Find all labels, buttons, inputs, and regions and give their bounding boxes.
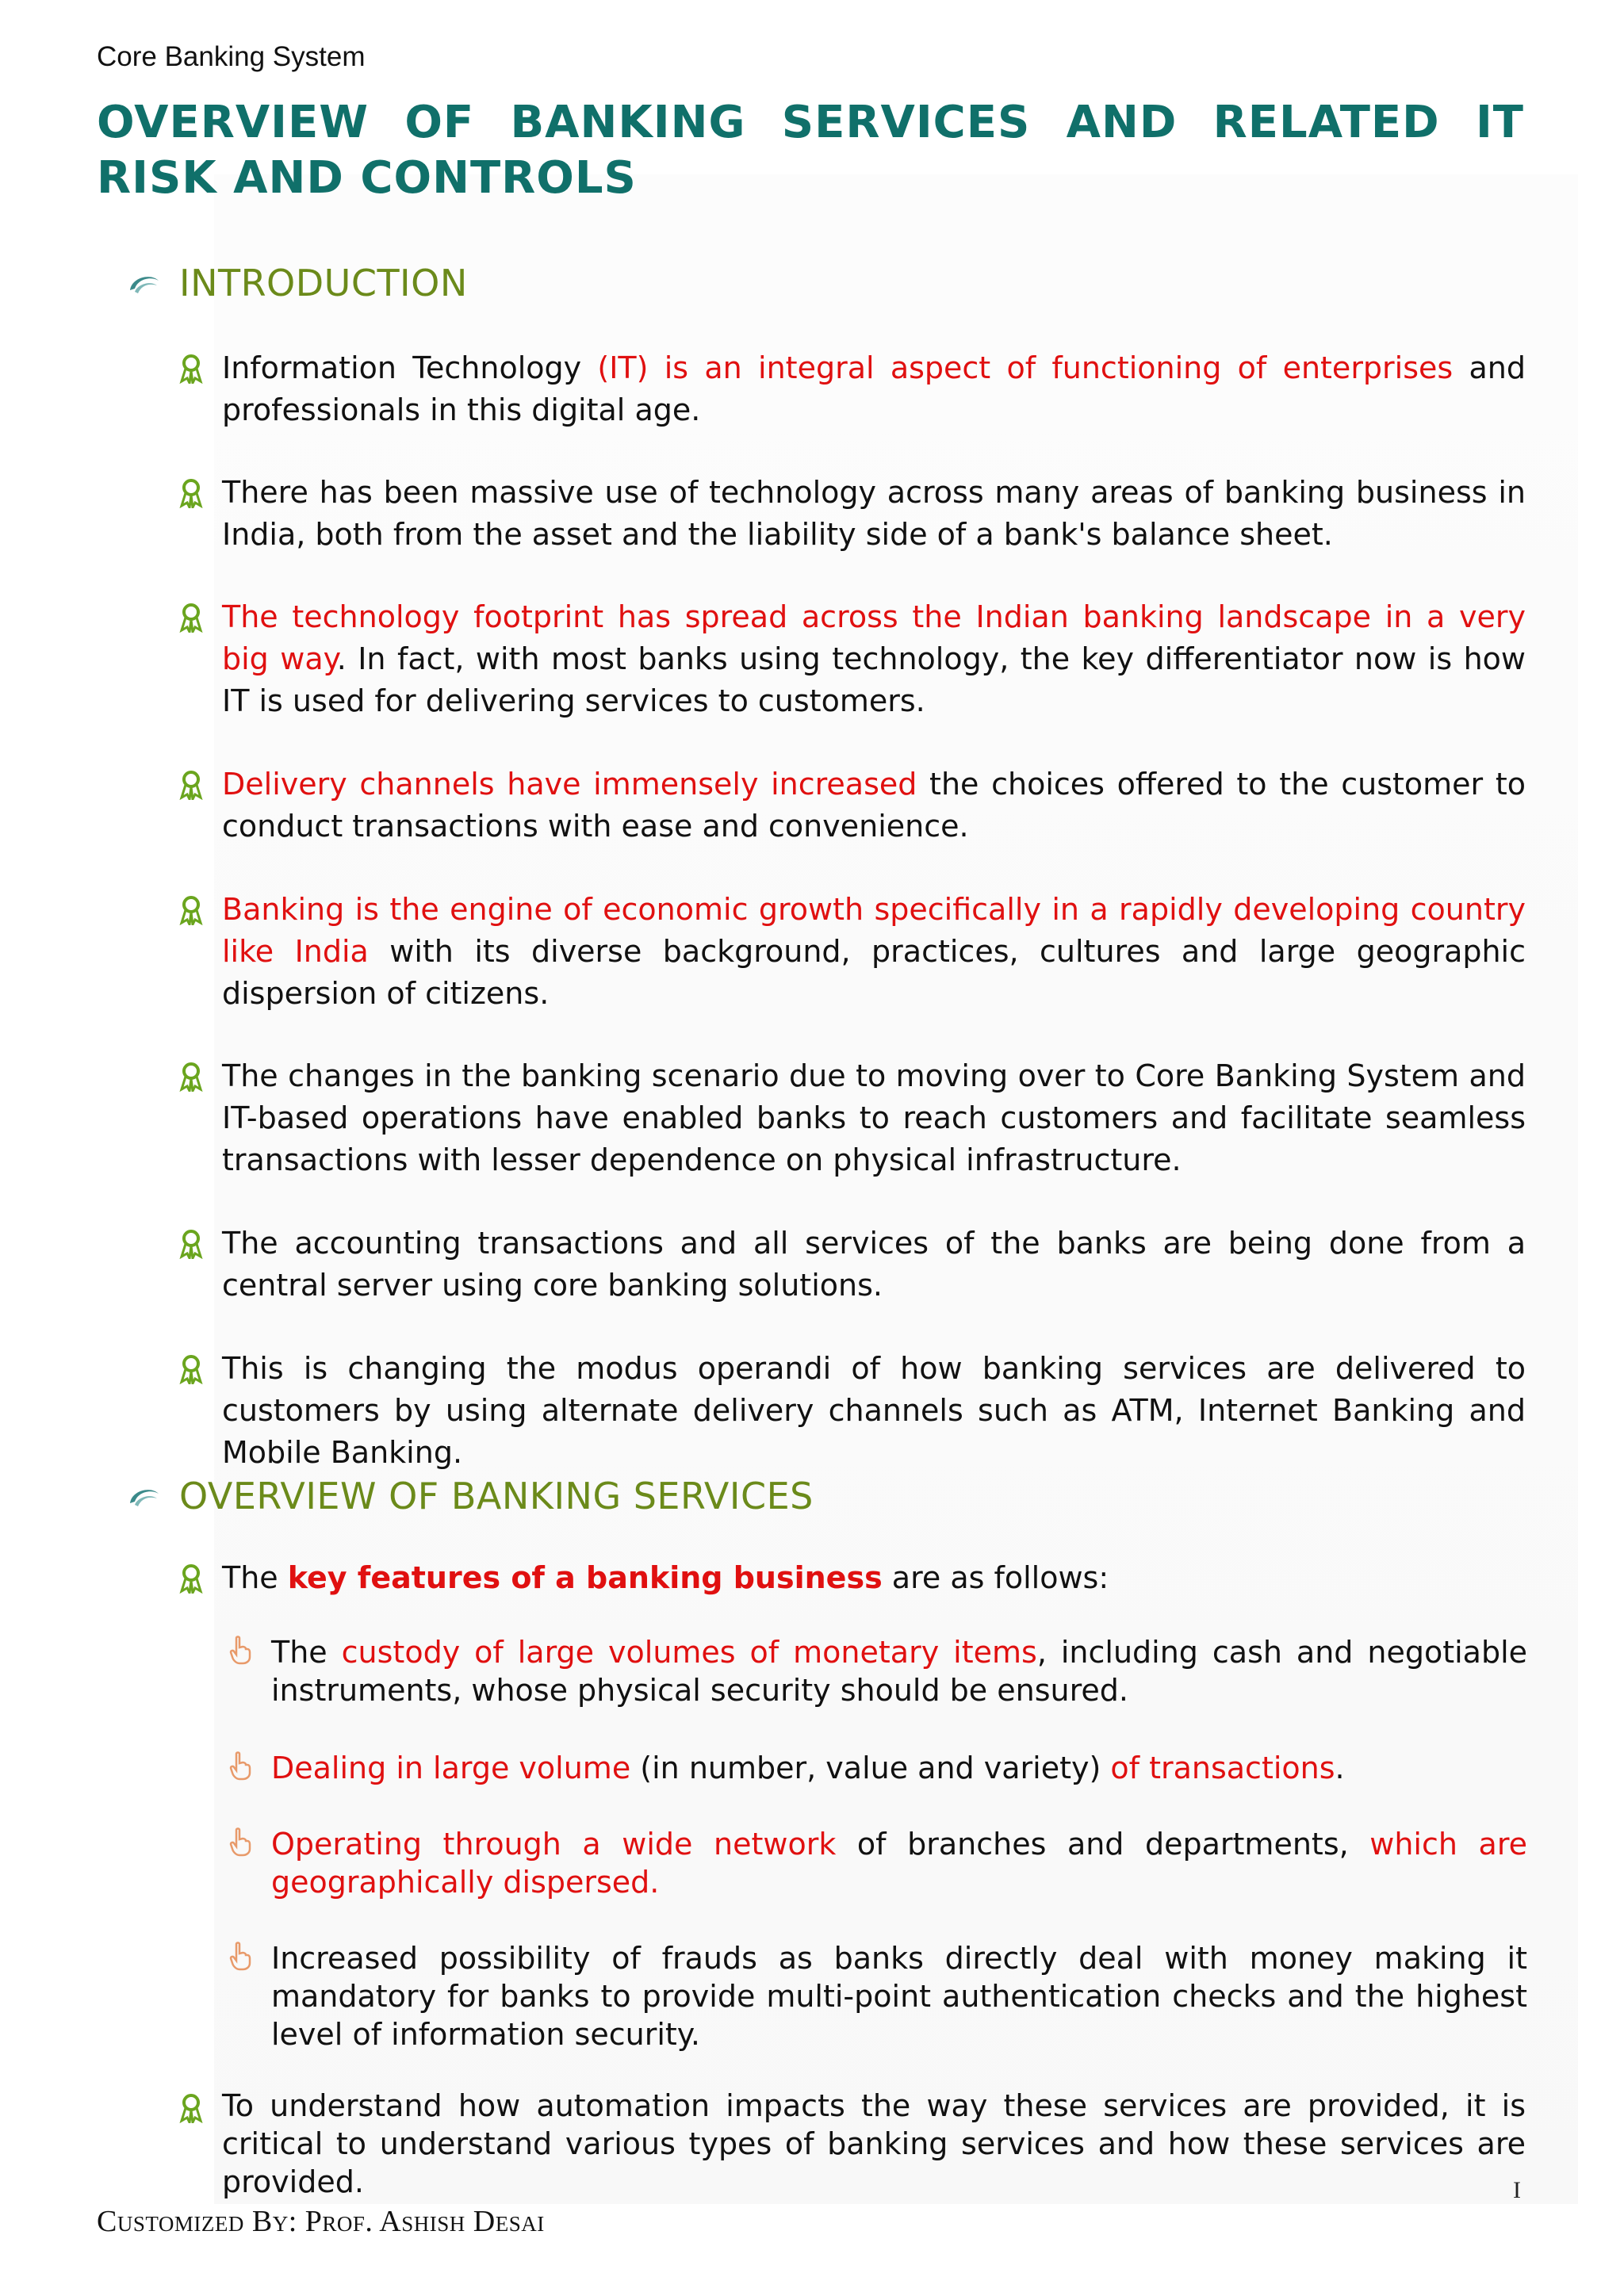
- text-run: the choices offered to the customer to conduct transactions with ease and convenience.: [222, 767, 1526, 844]
- page-title: OVERVIEW OF BANKING SERVICES AND RELATED IT RISK AND CONTROLS: [97, 97, 1524, 204]
- text-run: The: [222, 1560, 288, 1595]
- bullet-text: [271, 1749, 1527, 1787]
- text-run: , including cash and negotiable instruments, whose physical security should be ensured.: [271, 1635, 1528, 1708]
- hand-pointer-icon: [227, 1827, 254, 1857]
- text-run: are as follows:: [882, 1560, 1109, 1595]
- bullet-text: [222, 1223, 1526, 1307]
- list-item: [178, 347, 1526, 431]
- text-run: (IT) is an integral aspect of functioning of enterprises: [597, 350, 1454, 385]
- sub-list-item: [227, 1825, 1527, 1901]
- text-run: with its diverse background, practices, cultures and large geographic dispersion of citizens.: [222, 934, 1526, 1011]
- bullet-text: [271, 1939, 1527, 2053]
- text-run: Information Technology: [222, 350, 598, 385]
- ribbon-award-icon: [178, 603, 205, 633]
- ribbon-award-icon: [178, 1354, 205, 1384]
- list-item: [178, 2087, 1526, 2201]
- list-item: [178, 1223, 1526, 1307]
- running-header: Core Banking System: [97, 41, 366, 72]
- text-run: of branches and departments,: [836, 1827, 1370, 1862]
- ribbon-award-icon: [178, 1229, 205, 1259]
- section-heading-text: OVERVIEW OF BANKING SERVICES: [179, 1475, 814, 1517]
- ribbon-award-icon: [178, 895, 205, 925]
- section-heading-introduction: [127, 255, 468, 311]
- bullet-text: [222, 889, 1526, 1015]
- text-run: The accounting transactions and all services of the banks are being done from a central server using core banking solutions.: [222, 1226, 1526, 1303]
- text-run: This is changing the modus operandi of how banking services are delivered to customers by using alternate delivery channels such as ATM, Internet Banking and Mobile Banking.: [222, 1351, 1526, 1470]
- section-heading-overview: [127, 1468, 814, 1524]
- text-run: The: [271, 1635, 342, 1670]
- sub-list-item: [227, 1939, 1527, 2053]
- sub-list-item: [227, 1749, 1527, 1787]
- hand-pointer-icon: [227, 1941, 254, 1971]
- text-run: Increased possibility of frauds as banks directly deal with money making it mandatory for banks to provide multi-point authentication checks and the highest level of information security.: [271, 1941, 1527, 2052]
- bullet-text: [222, 347, 1526, 431]
- bullet-text: [222, 1557, 1526, 1599]
- text-run: .: [1335, 1751, 1345, 1785]
- text-run: Delivery channels have immensely increased: [222, 767, 917, 802]
- footer-credit: Customized By: Prof. Ashish Desai: [97, 2205, 545, 2238]
- bullet-text: [222, 1055, 1526, 1181]
- text-run: There has been massive use of technology across many areas of banking business in India, both from the asset and the liability side of a bank's balance sheet.: [222, 475, 1526, 552]
- bullet-text: [271, 1633, 1527, 1709]
- text-run: To understand how automation impacts the way these services are provided, it is critical to understand various types of banking services and how these services are provided.: [222, 2088, 1526, 2199]
- ribbon-award-icon: [178, 1563, 205, 1594]
- swirl-icon: [127, 270, 162, 297]
- bullet-text: [222, 1348, 1526, 1474]
- bullet-text: [222, 596, 1526, 722]
- bullet-text: [271, 1825, 1527, 1901]
- section-heading-text: INTRODUCTION: [179, 262, 468, 304]
- list-item: [178, 889, 1526, 1015]
- text-run: . In fact, with most banks using technology, the key differentiator now is how IT is used for delivering services to customers.: [222, 641, 1526, 718]
- text-run: which are geographically dispersed.: [271, 1827, 1527, 1900]
- text-run: Operating through a wide network: [271, 1827, 837, 1862]
- list-item: [178, 472, 1526, 556]
- ribbon-award-icon: [178, 1062, 205, 1092]
- text-run: Banking is the engine of economic growth specifically in a rapidly developing country like India: [222, 892, 1526, 969]
- list-item: [178, 1055, 1526, 1181]
- hand-pointer-icon: [227, 1635, 254, 1665]
- text-run: custody of large volumes of monetary items: [341, 1635, 1037, 1670]
- ribbon-award-icon: [178, 770, 205, 800]
- bullet-text: [222, 763, 1526, 848]
- ribbon-award-icon: [178, 478, 205, 508]
- bullet-text: [222, 472, 1526, 556]
- list-item: [178, 763, 1526, 848]
- page-number: I: [1513, 2177, 1521, 2203]
- swirl-icon: [127, 1483, 162, 1510]
- sub-list-item: [227, 1633, 1527, 1709]
- list-item: [178, 1348, 1526, 1474]
- list-item: [178, 596, 1526, 722]
- ribbon-award-icon: [178, 2093, 205, 2123]
- text-run: of transactions: [1110, 1751, 1335, 1785]
- text-run: (in number, value and variety): [630, 1751, 1111, 1785]
- text-run: key features of a banking business: [287, 1560, 883, 1595]
- text-run: The technology footprint has spread across the Indian banking landscape in a very big way: [222, 599, 1526, 676]
- text-run: and professionals in this digital age.: [222, 350, 1526, 427]
- list-item: [178, 1557, 1526, 1599]
- bullet-text: [222, 2087, 1526, 2201]
- ribbon-award-icon: [178, 354, 205, 384]
- hand-pointer-icon: [227, 1751, 254, 1781]
- text-run: Dealing in large volume: [271, 1751, 631, 1785]
- text-run: The changes in the banking scenario due to moving over to Core Banking System and IT-based operations have enabled banks to reach customers and facilitate seamless transactions with lesser dependence on physical infrastructure.: [222, 1058, 1526, 1177]
